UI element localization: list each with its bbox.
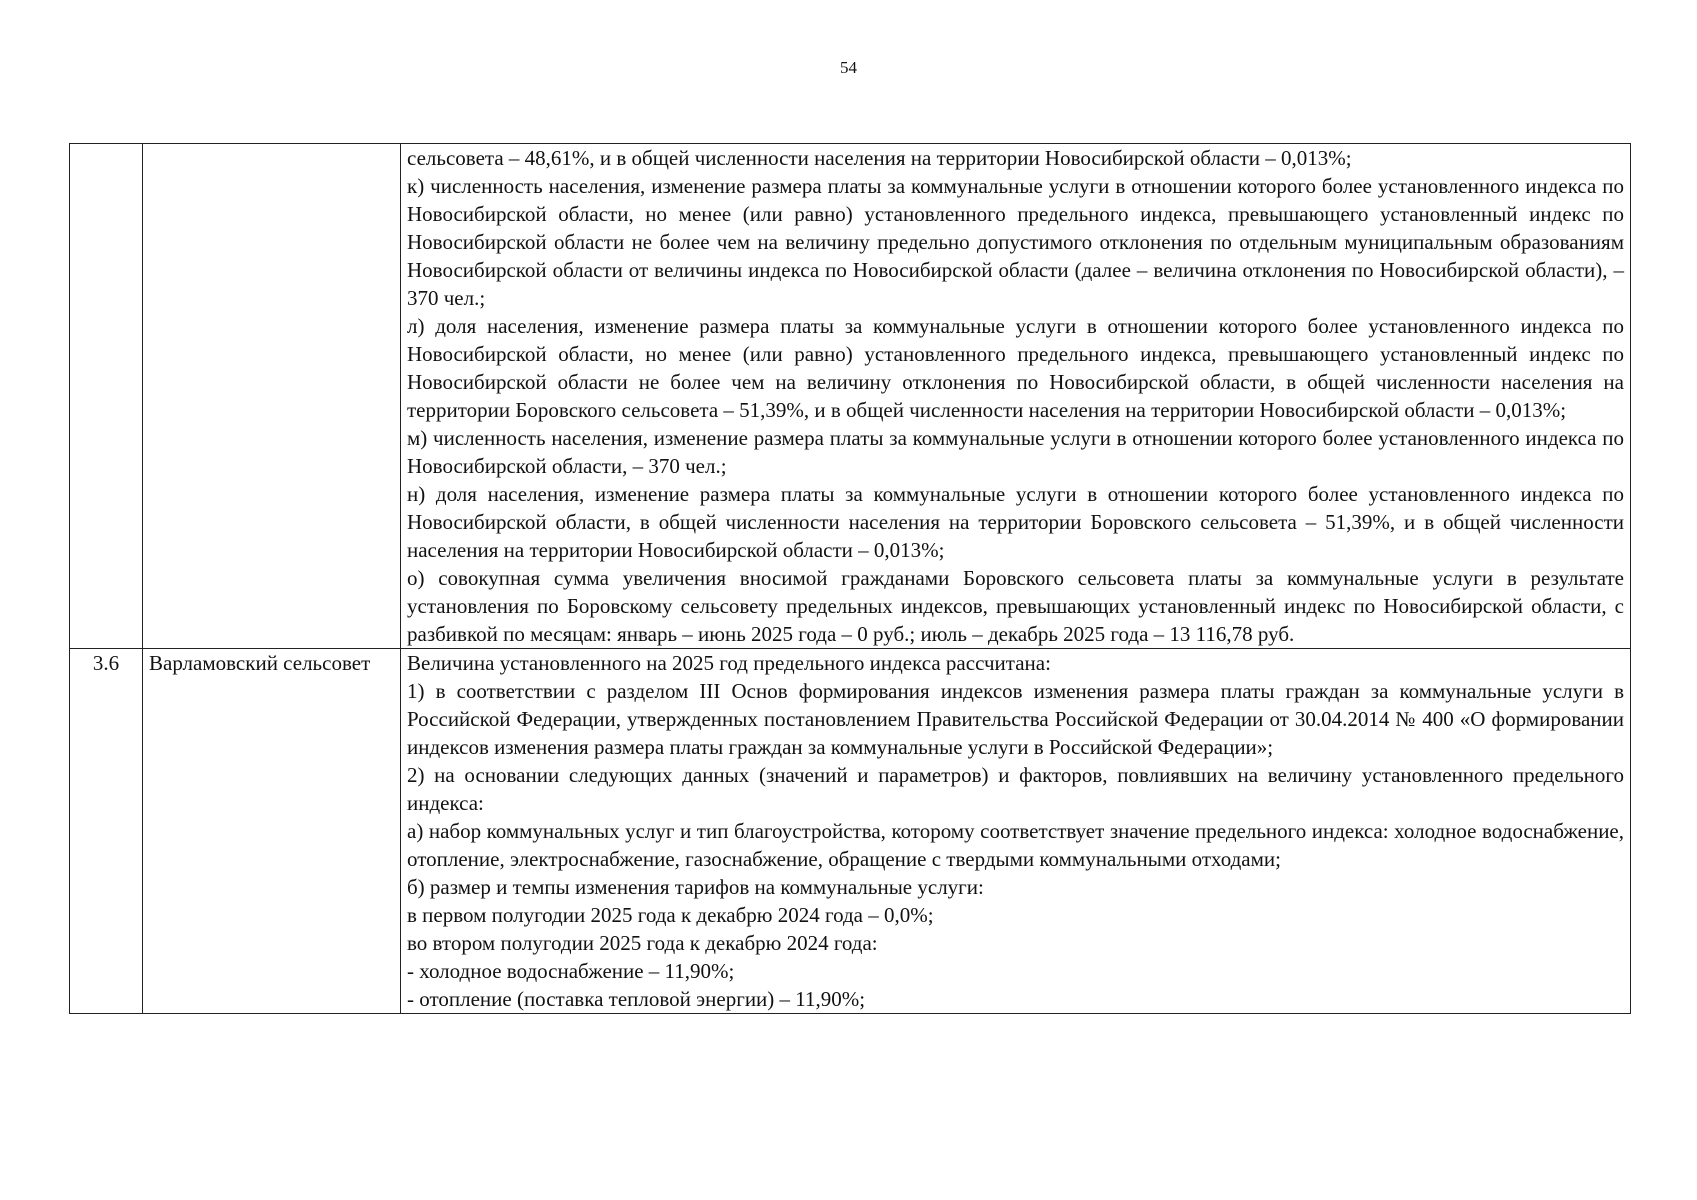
paragraph: а) набор коммунальных услуг и тип благоустройства, которому соответствует значение предельного индекса: холодное водоснабжение, отопление, электроснабжение, газоснабжение, обращение с твердыми коммунальными отходами; [407, 819, 1624, 871]
paragraph: - холодное водоснабжение – 11,90%; [407, 959, 735, 983]
paragraph: н) доля населения, изменение размера платы за коммунальные услуги в отношении которого более установленного индекса по Новосибирской области, в общей численности населения на территории Боровского сельсовета – 51,39%, и в общей численности населения на территории Новосибирской области – 0,013%; [407, 482, 1624, 562]
paragraph: Величина установленного на 2025 год предельного индекса рассчитана: [407, 651, 1051, 675]
paragraph: л) доля населения, изменение размера платы за коммунальные услуги в отношении которого более установленного индекса по Новосибирской области, но менее (или равно) установленного предельного индекса, превышающего установленный индекс по Новосибирской области не более чем на величину отклонения по Новосибирской области, в общей численности населения на территории Боровского сельсовета – 51,39%, и в общей численности населения на территории Новосибирской области – 0,013%; [407, 314, 1624, 422]
paragraph: м) численность населения, изменение размера платы за коммунальные услуги в отношении которого более установленного индекса по Новосибирской области, – 370 чел.; [407, 426, 1624, 478]
paragraph: б) размер и темпы изменения тарифов на коммунальные услуги: [407, 875, 984, 899]
paragraph: в первом полугодии 2025 года к декабрю 2024 года – 0,0%; [407, 903, 934, 927]
paragraph: сельсовета – 48,61%, и в общей численности населения на территории Новосибирской области – 0,013%; [407, 146, 1352, 170]
paragraph: 2) на основании следующих данных (значений и параметров) и факторов, повлиявших на величину установленного предельного индекса: [407, 763, 1624, 815]
paragraph: во втором полугодии 2025 года к декабрю 2024 года: [407, 931, 878, 955]
description-cell [401, 144, 1631, 649]
municipality-name-cell [143, 144, 401, 649]
description-cell [401, 649, 1631, 1014]
table-row [70, 144, 1631, 649]
document-table [69, 143, 1631, 1014]
paragraph: к) численность населения, изменение размера платы за коммунальные услуги в отношении которого более установленного индекса по Новосибирской области, но менее (или равно) установленного предельного индекса, превышающего установленный индекс по Новосибирской области не более чем на величину предельно допустимого отклонения по отдельным муниципальным образованиям Новосибирской области от величины индекса по Новосибирской области (далее – величина отклонения по Новосибирской области), – 370 чел.; [407, 174, 1624, 310]
row-number-cell [70, 144, 143, 649]
row-number-cell: 3.6 [70, 649, 143, 1014]
paragraph: 1) в соответствии с разделом III Основ формирования индексов изменения размера платы граждан за коммунальные услуги в Российской Федерации, утвержденных постановлением Правительства Российской Федерации от 30.04.2014 № 400 «О формировании индексов изменения размера платы граждан за коммунальные услуги в Российской Федерации»; [407, 679, 1624, 759]
page-number: 54 [840, 58, 857, 77]
municipality-name-cell: Варламовский сельсовет [143, 649, 401, 1014]
paragraph: о) совокупная сумма увеличения вносимой гражданами Боровского сельсовета платы за коммунальные услуги в результате установления по Боровскому сельсовету предельных индексов, превышающих установленный индекс по Новосибирской области, с разбивкой по месяцам: январь – июнь 2025 года – 0 руб.; июль – декабрь 2025 года – 13 116,78 руб. [407, 566, 1624, 646]
table-row [70, 649, 1631, 1014]
paragraph: - отопление (поставка тепловой энергии) – 11,90%; [407, 987, 866, 1011]
